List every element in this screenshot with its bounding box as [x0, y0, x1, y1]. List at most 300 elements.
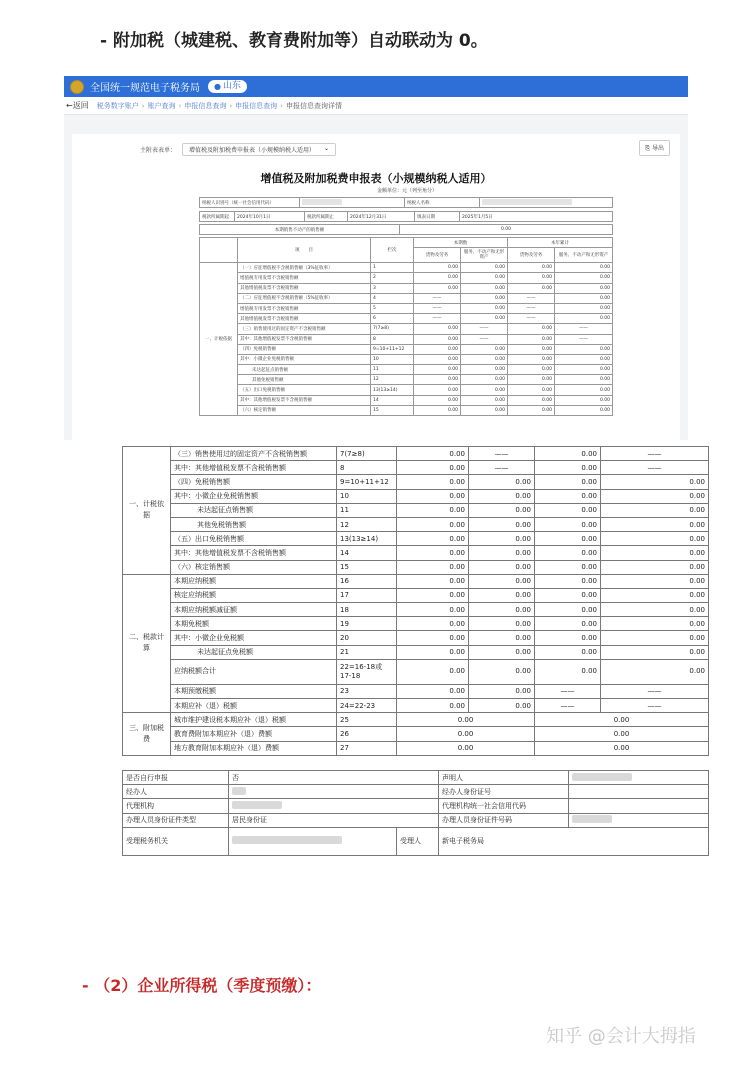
table-row [200, 334, 613, 344]
cell-value: 0.00 [397, 461, 469, 475]
cell-value: 0.00 [601, 560, 709, 574]
col-current: 本期数 [414, 238, 508, 248]
redacted-office [232, 836, 342, 844]
table-row [123, 713, 709, 727]
cell-value: 0.00 [397, 603, 469, 617]
row-line: 14 [337, 546, 397, 560]
header-table [199, 197, 613, 208]
table-row [123, 503, 709, 517]
row-line: 3 [371, 283, 414, 293]
main-form-row [140, 143, 336, 156]
cell-value: 0.00 [397, 741, 535, 755]
breadcrumb-item[interactable]: 税务数字账户 [96, 101, 139, 110]
cell-value: 0.00 [461, 314, 508, 324]
cell-value: 0.00 [469, 489, 535, 503]
fill-date: 2025年1月5日 [460, 212, 613, 222]
row-label: （二）应征增值税不含税销售额（5%征收率） [238, 293, 371, 303]
col-goods: 货物及劳务 [414, 248, 461, 263]
table-row [123, 699, 709, 713]
table-row [200, 344, 613, 354]
cell-value: 0.00 [601, 489, 709, 503]
table-row [200, 314, 613, 324]
cell-value: 0.00 [601, 588, 709, 602]
row-label: 其中：其他增值税发票不含税销售额 [171, 461, 337, 475]
cell-value: 0.00 [535, 588, 601, 602]
redacted-agent [232, 801, 282, 809]
cell-value: 0.00 [601, 659, 709, 684]
cell-value: 0.00 [469, 574, 535, 588]
site-title: 全国统一规范电子税务局 [90, 83, 200, 94]
row-label: 其中：小微企业免税销售额 [171, 489, 337, 503]
row-label: 本期应纳税额 [171, 574, 337, 588]
handler-label: 经办人 [123, 785, 229, 799]
cell-value: 0.00 [535, 574, 601, 588]
cell-value: 0.00 [535, 447, 601, 461]
cell-value: 0.00 [555, 293, 613, 303]
table-row [123, 741, 709, 755]
table-row [123, 560, 709, 574]
form-panel [72, 134, 680, 454]
real-estate-label: 本期销售不动产的销售额 [200, 225, 400, 235]
table-row [200, 303, 613, 313]
cell-value: 0.00 [397, 532, 469, 546]
cell-value: 0.00 [535, 659, 601, 684]
cell-value: 0.00 [508, 365, 555, 375]
row-label: 本期应补（退）税额 [171, 699, 337, 713]
period-start: 2024年10月1日 [235, 212, 305, 222]
cell-value: 0.00 [535, 631, 601, 645]
cell-value: 0.00 [469, 617, 535, 631]
cell-value: 0.00 [469, 532, 535, 546]
table-row [123, 447, 709, 461]
row-line: 13(13≥14) [371, 385, 414, 395]
table-row [200, 263, 613, 273]
id-type-value: 居民身份证 [229, 813, 439, 827]
row-line: 18 [337, 603, 397, 617]
row-line: 12 [337, 517, 397, 531]
table-row [123, 475, 709, 489]
table-row [123, 532, 709, 546]
cell-value: 0.00 [535, 645, 601, 659]
cell-value: —— [414, 314, 461, 324]
cell-value: 0.00 [469, 475, 535, 489]
cell-value: 0.00 [461, 303, 508, 313]
row-label: （四）免税销售额 [238, 344, 371, 354]
row-label: 其中：其他增值税发票不含税销售额 [238, 334, 371, 344]
section-label: 一、计税依据 [123, 447, 171, 575]
cell-value: 0.00 [414, 405, 461, 415]
cell-value: 0.00 [461, 385, 508, 395]
table-row [123, 517, 709, 531]
handler-id-label: 经办人身份证号 [439, 785, 569, 799]
row-label: （三）销售使用过的固定资产不含税销售额 [171, 447, 337, 461]
cell-value: 0.00 [508, 283, 555, 293]
cell-value: 0.00 [601, 631, 709, 645]
row-line: 7(7≥8) [371, 324, 414, 334]
table-row [123, 489, 709, 503]
cell-value: 0.00 [469, 603, 535, 617]
id-no-label: 办理人员身份证件号码 [439, 813, 569, 827]
cell-value: 0.00 [508, 273, 555, 283]
table-row [200, 405, 613, 415]
table-row [200, 365, 613, 375]
intro-bullet: - 附加税（城建税、教育费附加等）自动联动为 0。 [100, 31, 488, 51]
real-estate-table [199, 224, 613, 235]
table-row [123, 588, 709, 602]
cell-value: —— [555, 334, 613, 344]
form-title: 增值税及附加税费申报表（小规模纳税人适用） [260, 172, 492, 185]
unit-note: 金额单位：元（列至角分） [377, 188, 438, 194]
cell-value: 0.00 [414, 344, 461, 354]
cell-value: 0.00 [397, 713, 535, 727]
table-row [123, 461, 709, 475]
cell-value: 0.00 [397, 684, 469, 698]
cell-value: 0.00 [461, 283, 508, 293]
row-line: 5 [371, 303, 414, 313]
breadcrumb-item[interactable]: 账户查询 [147, 101, 176, 110]
cell-value: 0.00 [555, 385, 613, 395]
row-line: 15 [337, 560, 397, 574]
office-label: 受理税务机关 [123, 827, 229, 855]
watermark: 知乎 @会计大拇指 [546, 1026, 696, 1047]
row-line: 4 [371, 293, 414, 303]
back-button[interactable]: ←返回 [66, 101, 89, 110]
row-label: 未达起征点销售额 [171, 503, 337, 517]
location-pin-icon: ● [214, 82, 221, 91]
row-line: 19 [337, 617, 397, 631]
cell-value: 0.00 [469, 699, 535, 713]
row-line: 21 [337, 645, 397, 659]
cell-value: 0.00 [535, 741, 709, 755]
row-label: 本期应纳税额减征额 [171, 603, 337, 617]
cell-value: 0.00 [469, 560, 535, 574]
emblem-icon [70, 80, 84, 94]
col-line: 栏次 [371, 238, 414, 263]
cell-value: 0.00 [397, 489, 469, 503]
fill-date-label: 填表日期 [415, 212, 460, 222]
cell-value: 0.00 [414, 273, 461, 283]
cell-value: 0.00 [555, 395, 613, 405]
row-line: 12 [371, 375, 414, 385]
cell-value: —— [601, 684, 709, 698]
export-button[interactable] [639, 140, 670, 156]
cell-value: 0.00 [508, 334, 555, 344]
col-goods-ytd: 货物及劳务 [508, 248, 555, 263]
real-estate-value: 0.00 [400, 225, 613, 235]
cell-value: 0.00 [397, 574, 469, 588]
cell-value: 0.00 [535, 560, 601, 574]
cell-value: —— [461, 324, 508, 334]
cell-value: 0.00 [461, 405, 508, 415]
cell-value: 0.00 [461, 375, 508, 385]
cell-value: 0.00 [555, 375, 613, 385]
cell-value: 0.00 [535, 489, 601, 503]
breadcrumb-item[interactable]: 申报信息查询 [184, 101, 227, 110]
cell-value: 0.00 [535, 517, 601, 531]
row-label: 本期免税额 [171, 617, 337, 631]
row-label: 其中：其他增值税发票不含税销售额 [171, 546, 337, 560]
cell-value: 0.00 [397, 617, 469, 631]
table-row [123, 684, 709, 698]
cell-value: 0.00 [397, 475, 469, 489]
cell-value: —— [535, 684, 601, 698]
row-label: 应纳税额合计 [171, 659, 337, 684]
cell-value: 0.00 [414, 334, 461, 344]
cell-value: —— [555, 324, 613, 334]
taxpayer-id-label: 纳税人识别号（统一社会信用代码） [200, 198, 300, 208]
cell-value: 0.00 [469, 517, 535, 531]
cell-value: 0.00 [508, 385, 555, 395]
col-item: 项 目 [238, 238, 371, 263]
cell-value: —— [601, 447, 709, 461]
detail-table-large [122, 446, 709, 756]
self-declare-value: 否 [229, 771, 439, 785]
region-label: 山东 [222, 81, 241, 91]
cell-value: 0.00 [601, 603, 709, 617]
redacted-handler [232, 787, 246, 795]
table-row [200, 385, 613, 395]
redacted-name [482, 199, 572, 205]
cell-value: 0.00 [397, 560, 469, 574]
section-label: 三、附加税费 [123, 713, 171, 756]
section-label: 一、计税依据 [200, 263, 238, 416]
row-line: 11 [371, 365, 414, 375]
cell-value: —— [414, 293, 461, 303]
cell-value: 0.00 [414, 385, 461, 395]
cell-value: 0.00 [535, 617, 601, 631]
redacted-id [302, 199, 342, 205]
row-label: 地方教育附加本期应补（退）费额 [171, 741, 337, 755]
cell-value: 0.00 [461, 263, 508, 273]
row-line: 25 [337, 713, 397, 727]
form-select[interactable] [182, 143, 336, 156]
row-label: （五）出口免税销售额 [171, 532, 337, 546]
row-line: 17 [337, 588, 397, 602]
row-label: 其中：小微企业免税额 [171, 631, 337, 645]
row-label: 其他增值税发票不含税销售额 [238, 314, 371, 324]
table-row [200, 354, 613, 364]
row-label: （六）核定销售额 [238, 405, 371, 415]
cell-value: 0.00 [414, 263, 461, 273]
cell-value: 0.00 [397, 659, 469, 684]
cell-value: 0.00 [461, 365, 508, 375]
cell-value: 0.00 [469, 631, 535, 645]
cell-value: 0.00 [555, 263, 613, 273]
row-label: （四）免税销售额 [171, 475, 337, 489]
table-row [123, 631, 709, 645]
row-line: 16 [337, 574, 397, 588]
row-label: （三）销售使用过的固定资产不含税销售额 [238, 324, 371, 334]
cell-value: 0.00 [508, 395, 555, 405]
row-label: 未达起征点免税额 [171, 645, 337, 659]
row-line: 10 [371, 354, 414, 364]
screenshot-bottom [64, 446, 705, 860]
row-label: 其中：其他增值税发票不含税销售额 [238, 395, 371, 405]
table-row [123, 727, 709, 741]
row-line: 6 [371, 314, 414, 324]
cell-value: 0.00 [601, 503, 709, 517]
redacted-declarant [572, 773, 632, 781]
section-label: 二、税款计算 [123, 574, 171, 713]
row-line: 24=22-23 [337, 699, 397, 713]
cell-value: 0.00 [508, 344, 555, 354]
row-line: 23 [337, 684, 397, 698]
cell-value: 0.00 [414, 395, 461, 405]
row-label: 其他增值税发票不含税销售额 [238, 283, 371, 293]
region-selector[interactable] [208, 80, 247, 93]
screenshot-top [64, 76, 688, 440]
table-row [200, 283, 613, 293]
export-icon: ⎘ [645, 145, 651, 152]
section-title-income-tax: - （2）企业所得税（季度预缴）： [82, 976, 322, 995]
table-row [123, 574, 709, 588]
cell-value: 0.00 [508, 405, 555, 415]
cell-value: 0.00 [397, 517, 469, 531]
cell-value: 0.00 [397, 699, 469, 713]
cell-value: 0.00 [397, 588, 469, 602]
table-row [123, 617, 709, 631]
cell-value: 0.00 [535, 532, 601, 546]
cell-value: 0.00 [469, 503, 535, 517]
row-line: 13(13≥14) [337, 532, 397, 546]
cell-value: —— [414, 303, 461, 313]
cell-value: 0.00 [397, 447, 469, 461]
period-end: 2024年12月31日 [348, 212, 415, 222]
period-end-label: 税款所属期止 [305, 212, 348, 222]
cell-value: 0.00 [555, 354, 613, 364]
cell-value: —— [469, 461, 535, 475]
cell-value: 0.00 [535, 475, 601, 489]
col-services: 服务、不动产和无形资产 [461, 248, 508, 263]
cell-value: 0.00 [555, 344, 613, 354]
cell-value: 0.00 [397, 645, 469, 659]
row-label: 教育费附加本期应补（退）费额 [171, 727, 337, 741]
cell-value: 0.00 [469, 659, 535, 684]
cell-value: 0.00 [601, 475, 709, 489]
cell-value: 0.00 [397, 546, 469, 560]
self-declare-label: 是否自行申报 [123, 771, 229, 785]
cell-value: 0.00 [601, 517, 709, 531]
cell-value: 0.00 [414, 324, 461, 334]
cell-value: 0.00 [414, 283, 461, 293]
cell-value: 0.00 [469, 684, 535, 698]
cell-value: —— [461, 334, 508, 344]
row-line: 11 [337, 503, 397, 517]
row-label: 城市维护建设税本期应补（退）税额 [171, 713, 337, 727]
row-label: 其中：小微企业免税销售额 [238, 354, 371, 364]
cell-value: 0.00 [397, 631, 469, 645]
cell-value: 0.00 [397, 727, 535, 741]
cell-value: 0.00 [555, 303, 613, 313]
cell-value: 0.00 [469, 588, 535, 602]
cell-value: 0.00 [601, 574, 709, 588]
row-line: 22=16-18或17-18 [337, 659, 397, 684]
table-row [200, 375, 613, 385]
cell-value: 0.00 [555, 365, 613, 375]
cell-value: 0.00 [414, 365, 461, 375]
cell-value: 0.00 [535, 603, 601, 617]
footer-table [122, 770, 709, 856]
table-row [200, 324, 613, 334]
row-line: 10 [337, 489, 397, 503]
cell-value: 0.00 [469, 645, 535, 659]
row-label: 未达起征点销售额 [238, 365, 371, 375]
row-label: 核定应纳税额 [171, 588, 337, 602]
receiver-label: 受理人 [397, 827, 439, 855]
export-label: 导出 [651, 145, 664, 152]
detail-table-small [199, 237, 613, 416]
cell-value: 0.00 [535, 727, 709, 741]
cell-value: 0.00 [397, 503, 469, 517]
cell-value: 0.00 [414, 354, 461, 364]
row-line: 2 [371, 273, 414, 283]
cell-value: 0.00 [508, 354, 555, 364]
row-line: 27 [337, 741, 397, 755]
cell-value: 0.00 [601, 532, 709, 546]
table-row [123, 603, 709, 617]
cell-value: 0.00 [555, 273, 613, 283]
col-services-ytd: 服务、不动产和无形资产 [555, 248, 613, 263]
table-row [200, 395, 613, 405]
chevron-down-icon: ⌄ [323, 145, 330, 152]
form-select-value: 增值税及附加税费申报表（小规模纳税人适用） [189, 147, 316, 154]
agent-code-label: 代理机构统一社会信用代码 [439, 799, 569, 813]
breadcrumb-item[interactable]: 申报信息查询 [235, 101, 278, 110]
office-value: 新电子税务局 [439, 827, 709, 855]
row-line: 7(7≥8) [337, 447, 397, 461]
row-label: （五）出口免税销售额 [238, 385, 371, 395]
cell-value: 0.00 [555, 314, 613, 324]
breadcrumb: ←返回 税务数字账户 › 账户查询 › 申报信息查询 › 申报信息查询 › 申报信息查询详情 [64, 97, 688, 115]
row-label: 其他免税销售额 [238, 375, 371, 385]
cell-value: —— [535, 699, 601, 713]
declarant-label: 声明人 [439, 771, 569, 785]
cell-value: 0.00 [461, 395, 508, 405]
row-line: 9=10+11+12 [371, 344, 414, 354]
row-line: 14 [371, 395, 414, 405]
row-line: 15 [371, 405, 414, 415]
taxpayer-name-label: 纳税人名称 [405, 198, 480, 208]
row-line: 8 [337, 461, 397, 475]
cell-value: —— [508, 293, 555, 303]
row-label: 本期预缴税额 [171, 684, 337, 698]
row-label: （一）应征增值税不含税销售额（3%征收率） [238, 263, 371, 273]
cell-value: 0.00 [535, 546, 601, 560]
cell-value: 0.00 [469, 546, 535, 560]
redacted-id-no [572, 815, 612, 823]
period-table [199, 211, 613, 222]
cell-value: 0.00 [535, 713, 709, 727]
table-row [123, 546, 709, 560]
breadcrumb-current: 申报信息查询详情 [285, 101, 342, 110]
row-line: 8 [371, 334, 414, 344]
row-label: 增值税专用发票不含税销售额 [238, 273, 371, 283]
id-type-label: 办理人员身份证件类型 [123, 813, 229, 827]
table-row [123, 645, 709, 659]
cell-value: 0.00 [508, 375, 555, 385]
row-line: 1 [371, 263, 414, 273]
cell-value: 0.00 [555, 283, 613, 293]
cell-value: 0.00 [601, 546, 709, 560]
row-line: 26 [337, 727, 397, 741]
cell-value: 0.00 [461, 354, 508, 364]
period-start-label: 税款所属期起 [200, 212, 235, 222]
cell-value: —— [601, 461, 709, 475]
cell-value: 0.00 [601, 617, 709, 631]
row-label: 增值税专用发票不含税销售额 [238, 303, 371, 313]
row-label: 其他免税销售额 [171, 517, 337, 531]
row-line: 20 [337, 631, 397, 645]
